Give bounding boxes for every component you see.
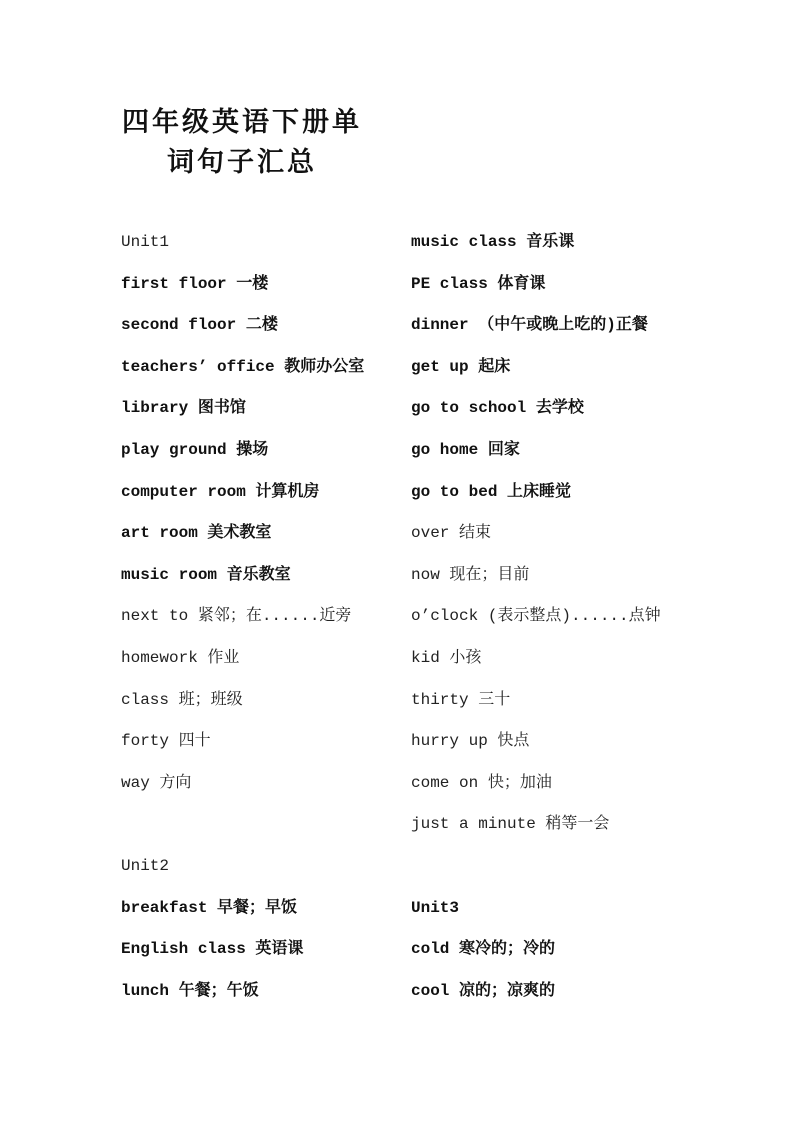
vocabulary-entry: get up 起床: [411, 357, 511, 376]
vocabulary-entry: o’clock (表示整点)......点钟: [411, 607, 661, 626]
vocabulary-entry: breakfast 早餐；早饭: [121, 898, 298, 917]
vocabulary-entry: cold 寒冷的；冷的: [411, 940, 556, 959]
vocabulary-entry: class 班；班级: [121, 690, 243, 709]
vocabulary-entry: come on 快；加油: [411, 773, 552, 792]
vocabulary-entry: hurry up 快点: [411, 732, 530, 751]
vocabulary-entry: English class 英语课: [121, 940, 304, 959]
blank-line: [411, 854, 711, 896]
document-title-line-2: 词句子汇总: [167, 147, 317, 178]
unit-heading: Unit2: [121, 856, 170, 875]
vocabulary-entry: go home 回家: [411, 440, 520, 459]
vocabulary-entry: play ground 操场: [121, 440, 269, 459]
document-title-line-1: 四年级英语下册单: [122, 107, 362, 138]
blank-line: [121, 812, 401, 854]
vocabulary-entry: first floor 一楼: [121, 274, 269, 293]
vocabulary-entry: go to school 去学校: [411, 399, 584, 418]
vocabulary-entry: just a minute 稍等一会: [411, 815, 610, 834]
vocabulary-entry: forty 四十: [121, 732, 211, 751]
vocabulary-column-right: [411, 230, 711, 1020]
vocabulary-entry: music class 音乐课: [411, 233, 575, 251]
vocabulary-entry: next to 紧邻；在......近旁: [121, 607, 352, 626]
vocabulary-entry: dinner （中午或晚上吃的)正餐: [411, 316, 648, 335]
vocabulary-entry: teachers’ office 教师办公室: [121, 357, 365, 376]
vocabulary-entry: music room 音乐教室: [121, 565, 291, 584]
vocabulary-entry: now 现在；目前: [411, 565, 530, 584]
vocabulary-entry: go to bed 上床睡觉: [411, 482, 572, 501]
vocabulary-entry: library 图书馆: [121, 399, 246, 418]
vocabulary-entry: cool 凉的；凉爽的: [411, 981, 556, 1000]
unit-heading: Unit1: [121, 233, 170, 251]
vocabulary-entry: homework 作业: [121, 648, 240, 667]
vocabulary-entry: lunch 午餐；午饭: [121, 981, 259, 1000]
vocabulary-entry: art room 美术教室: [121, 524, 272, 543]
vocabulary-entry: second floor 二楼: [121, 316, 278, 335]
vocabulary-entry: thirty 三十: [411, 690, 511, 709]
vocabulary-column-left: [121, 230, 401, 1020]
vocabulary-entry: kid 小孩: [411, 648, 482, 667]
vocabulary-entry: over 结束: [411, 524, 492, 543]
vocabulary-entry: PE class 体育课: [411, 274, 546, 293]
unit-heading: Unit3: [411, 898, 460, 917]
vocabulary-entry: computer room 计算机房: [121, 482, 320, 501]
vocabulary-entry: way 方向: [121, 773, 192, 792]
